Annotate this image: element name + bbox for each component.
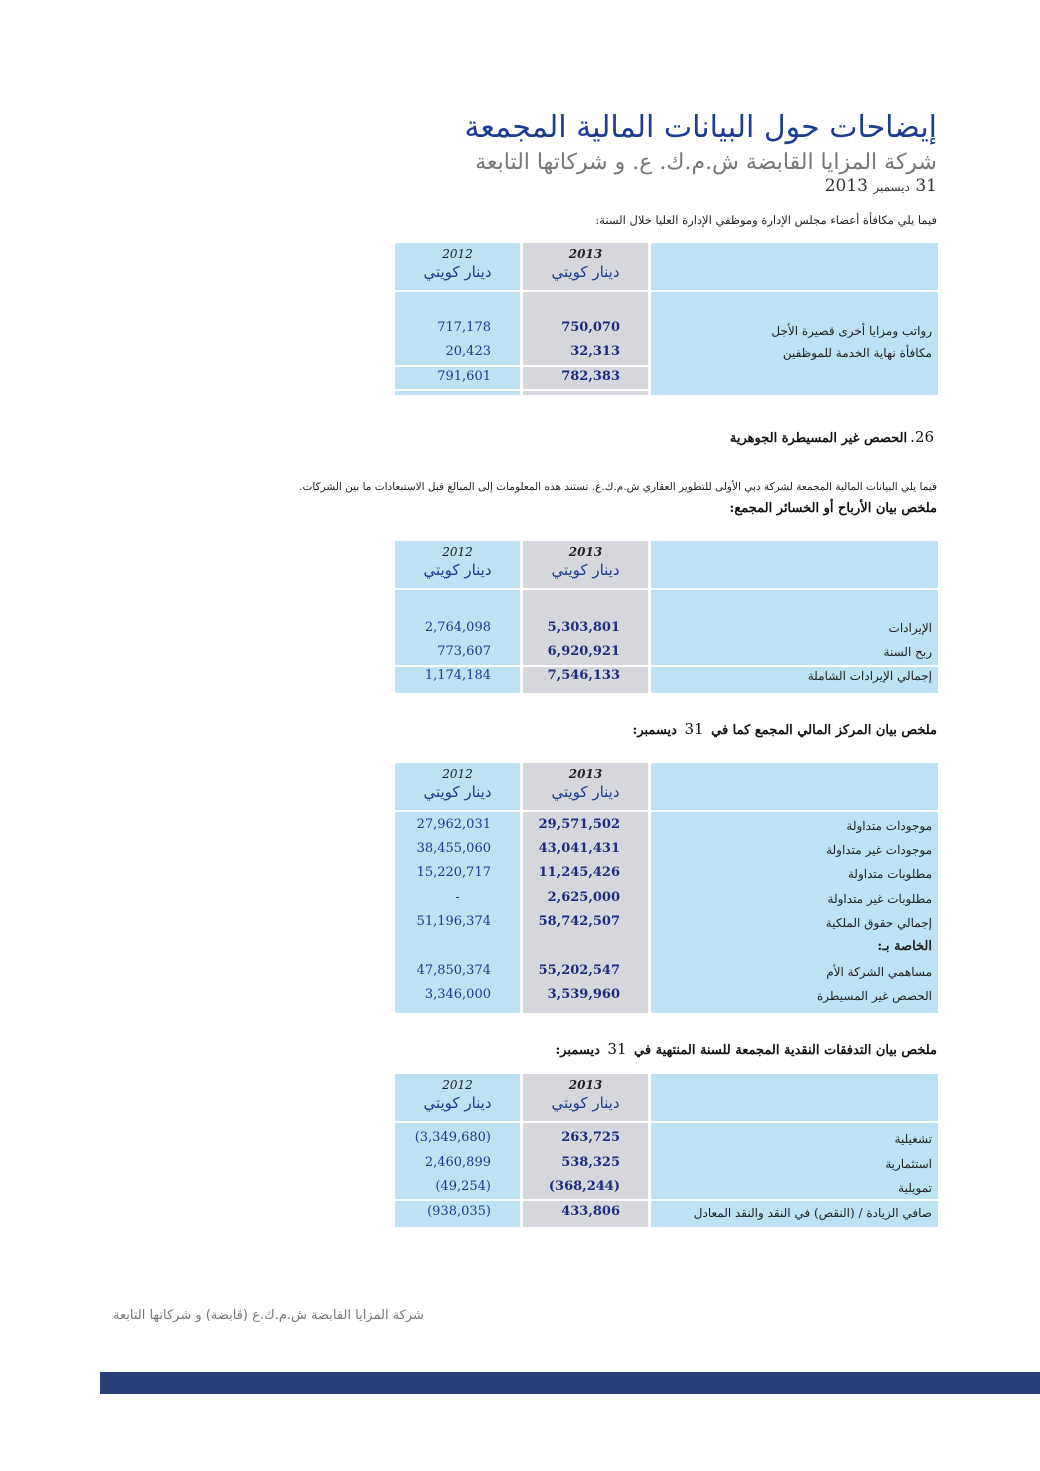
cell-2013: 433,806 xyxy=(561,1204,620,1219)
cell-2013: (368,244) xyxy=(548,1179,620,1194)
cell-2012: 38,455,060 xyxy=(416,841,491,856)
heading-day: 31 xyxy=(607,1040,627,1058)
cell-2013: 29,571,502 xyxy=(538,817,620,832)
cell-2013: 58,742,507 xyxy=(538,914,620,929)
cell-2012: 27,962,031 xyxy=(416,817,491,832)
cf-heading xyxy=(555,1040,937,1058)
cell-2013: 3,539,960 xyxy=(547,987,620,1002)
year-2013: 2013 xyxy=(568,1078,603,1092)
cell-2012: (49,254) xyxy=(435,1179,491,1194)
row-label: استثمارية xyxy=(885,1157,932,1171)
cell-2013: 7,546,133 xyxy=(547,668,620,683)
cell-2013: 750,070 xyxy=(561,320,620,335)
heading-day: 31 xyxy=(684,720,704,738)
row-label: ربح السنة xyxy=(883,645,932,659)
section-number: 26. xyxy=(910,428,934,446)
cash-flow-table xyxy=(395,1074,938,1227)
cell-2012: 717,178 xyxy=(437,320,491,335)
year-2013: 2013 xyxy=(568,247,603,261)
cell-2013: 11,245,426 xyxy=(538,865,620,880)
heading-month: ديسمبر: xyxy=(555,1043,600,1058)
row-label: الإيرادات xyxy=(888,621,932,635)
row-label: مطلوبات متداولة xyxy=(847,867,932,881)
cell-2012: 2,764,098 xyxy=(424,620,491,635)
heading-month: ديسمبر: xyxy=(632,723,677,738)
cell-2012: 51,196,374 xyxy=(416,914,491,929)
cell-2013: 6,920,921 xyxy=(547,644,620,659)
row-label: مساهمي الشركة الأم xyxy=(826,965,932,979)
row-label-attributable: الخاصة بـ: xyxy=(877,939,932,954)
total-2012: 791,601 xyxy=(437,369,491,384)
page-title: إيضاحات حول البيانات المالية المجمعة xyxy=(464,110,937,145)
year-2012: 2012 xyxy=(442,545,473,559)
company-subtitle: شركة المزايا القابضة ش.م.ك. ع. و شركاتها التابعة xyxy=(475,150,937,175)
row-label: مطلوبات غير متداولة xyxy=(827,892,932,906)
cell-2012: (938,035) xyxy=(427,1204,491,1219)
cell-2012: 20,423 xyxy=(445,344,491,359)
total-2013: 782,383 xyxy=(561,369,620,384)
year-2013: 2013 xyxy=(568,545,603,559)
currency-label: دينار كويتي xyxy=(551,561,620,579)
row-label: مكافأة نهاية الخدمة للموظفين xyxy=(782,346,932,360)
cell-2013: 538,325 xyxy=(561,1155,620,1170)
currency-label: دينار كويتي xyxy=(423,783,492,801)
date-month: ديسمبر xyxy=(873,180,910,194)
cell-2012: 2,460,899 xyxy=(424,1155,491,1170)
cell-2012: 773,607 xyxy=(437,644,491,659)
date-year: 2013 xyxy=(824,176,868,196)
row-label: تشغيلية xyxy=(894,1132,932,1146)
profit-loss-table xyxy=(395,541,938,693)
report-date xyxy=(825,176,937,196)
year-2012: 2012 xyxy=(442,1078,473,1092)
heading-text: ملخص بيان التدفقات النقدية المجمعة للسنة المنتهية في xyxy=(634,1043,937,1058)
year-2012: 2012 xyxy=(442,767,473,781)
financial-position-table xyxy=(395,763,938,1013)
currency-label: دينار كويتي xyxy=(551,263,620,281)
remuneration-table xyxy=(395,243,938,395)
cell-2013: 55,202,547 xyxy=(538,963,620,978)
cell-2012: - xyxy=(455,890,460,905)
currency-label: دينار كويتي xyxy=(423,263,492,281)
cell-2013: 2,625,000 xyxy=(547,890,620,905)
year-2013: 2013 xyxy=(568,767,603,781)
cell-2012: 3,346,000 xyxy=(424,987,491,1002)
fp-heading xyxy=(633,720,937,738)
row-label: موجودات متداولة xyxy=(846,819,932,833)
cell-2013: 5,303,801 xyxy=(547,620,620,635)
cell-2012: 1,174,184 xyxy=(424,668,491,683)
heading-text: ملخص بيان المركز المالي المجمع كما في xyxy=(711,723,937,738)
currency-label: دينار كويتي xyxy=(551,1094,620,1112)
pl-heading: ملخص بيان الأرباح أو الخسائر المجمع: xyxy=(729,501,937,516)
date-day: 31 xyxy=(915,176,937,196)
cell-2012: 15,220,717 xyxy=(416,865,491,880)
row-label: إجمالي الإيرادات الشاملة xyxy=(807,669,932,683)
section-title: الحصص غير المسيطرة الجوهرية xyxy=(729,431,908,446)
currency-label: دينار كويتي xyxy=(423,561,492,579)
remuneration-intro: فيما يلي مكافأة أعضاء مجلس الإدارة وموظفي الإدارة العليا خلال السنة: xyxy=(595,213,937,227)
footer-bar xyxy=(100,1372,1040,1394)
row-label: إجمالي حقوق الملكية xyxy=(825,916,932,930)
currency-label: دينار كويتي xyxy=(423,1094,492,1112)
cell-2013: 32,313 xyxy=(570,344,620,359)
row-label: تمويلية xyxy=(898,1181,932,1195)
cell-2013: 263,725 xyxy=(561,1130,620,1145)
year-2012: 2012 xyxy=(442,247,473,261)
row-label: صافي الزيادة / (النقص) في النقد والنقد المعادل xyxy=(693,1206,932,1220)
section-26-heading xyxy=(730,428,937,446)
section-26-intro: فيما يلي البيانات المالية المجمعة لشركة دبي الأولى للتطوير العقاري ش.م.ك.ع. تستند هذه المعلومات إلى المبالغ قبل الاستبعادات ما بين الشركات. xyxy=(299,481,937,493)
row-label: الحصص غير المسيطرة xyxy=(817,989,932,1003)
cell-2012: 47,850,374 xyxy=(416,963,491,978)
cell-2013: 43,041,431 xyxy=(538,841,620,856)
currency-label: دينار كويتي xyxy=(551,783,620,801)
cell-2012: (3,349,680) xyxy=(414,1130,491,1145)
row-label: رواتب ومزايا أخرى قصيرة الأجل xyxy=(771,324,932,338)
footer-company-name: شركة المزايا القابضة ش.م.ك.ع (قابضة) و شركاتها التابعة xyxy=(113,1308,424,1323)
row-label: موجودات غير متداولة xyxy=(826,843,932,857)
